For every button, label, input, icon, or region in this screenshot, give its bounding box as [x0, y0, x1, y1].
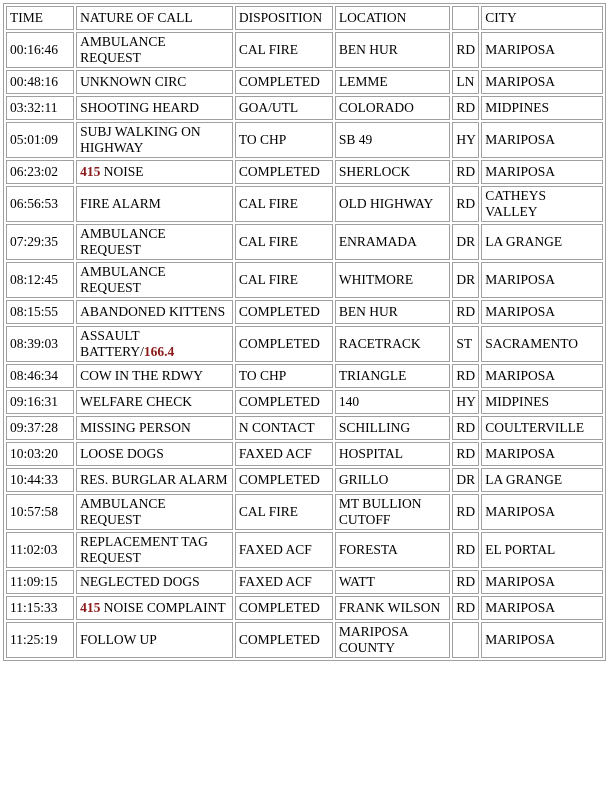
cell-disposition: CAL FIRE	[235, 224, 333, 260]
cell-city: MARIPOSA	[481, 364, 603, 388]
cell-suffix: RD	[452, 570, 479, 594]
cell-location: 140	[335, 390, 451, 414]
table-row	[6, 32, 603, 68]
cell-location: SCHILLING	[335, 416, 451, 440]
cell-nature-of-call	[76, 224, 233, 260]
nature-text: ASSAULT BATTERY/	[80, 328, 144, 359]
cell-city: MARIPOSA	[481, 262, 603, 298]
cell-nature-of-call	[76, 468, 233, 492]
header-location: LOCATION	[335, 6, 451, 30]
nature-text: LOOSE DOGS	[80, 446, 164, 461]
table-row	[6, 622, 603, 658]
cell-nature-of-call	[76, 96, 233, 120]
penal-code: 415	[80, 600, 101, 615]
cell-location: BEN HUR	[335, 300, 451, 324]
cell-disposition: GOA/UTL	[235, 96, 333, 120]
header-suffix	[452, 6, 479, 30]
table-row	[6, 224, 603, 260]
nature-text: UNKNOWN CIRC	[80, 74, 187, 89]
nature-text: MISSING PERSON	[80, 420, 191, 435]
cell-disposition: CAL FIRE	[235, 32, 333, 68]
cell-disposition: COMPLETED	[235, 300, 333, 324]
cell-disposition: N CONTACT	[235, 416, 333, 440]
header-row	[6, 6, 603, 30]
cell-city: SACRAMENTO	[481, 326, 603, 362]
table-row	[6, 532, 603, 568]
cell-suffix: ST	[452, 326, 479, 362]
cell-nature-of-call	[76, 122, 233, 158]
cell-disposition: COMPLETED	[235, 596, 333, 620]
cell-location: FORESTA	[335, 532, 451, 568]
cell-location: LEMME	[335, 70, 451, 94]
cell-suffix: DR	[452, 224, 479, 260]
cell-time: 10:03:20	[6, 442, 74, 466]
nature-text: RES. BURGLAR ALARM	[80, 472, 228, 487]
cell-disposition: FAXED ACF	[235, 442, 333, 466]
cell-nature-of-call	[76, 532, 233, 568]
table-row	[6, 186, 603, 222]
cell-disposition: COMPLETED	[235, 622, 333, 658]
cell-nature-of-call	[76, 364, 233, 388]
table-row	[6, 494, 603, 530]
nature-text: COW IN THE RDWY	[80, 368, 203, 383]
cell-time: 07:29:35	[6, 224, 74, 260]
nature-text: FIRE ALARM	[80, 196, 161, 211]
cell-location: RACETRACK	[335, 326, 451, 362]
nature-text: NOISE	[100, 164, 144, 179]
cell-city: MARIPOSA	[481, 70, 603, 94]
nature-text: AMBULANCE REQUEST	[80, 34, 166, 65]
nature-text: FOLLOW UP	[80, 632, 157, 647]
cell-nature-of-call	[76, 70, 233, 94]
cell-city: MIDPINES	[481, 390, 603, 414]
cell-time: 03:32:11	[6, 96, 74, 120]
cell-nature-of-call	[76, 300, 233, 324]
cell-nature-of-call	[76, 596, 233, 620]
table-row	[6, 468, 603, 492]
header-disposition: DISPOSITION	[235, 6, 333, 30]
nature-text: REPLACEMENT TAG REQUEST	[80, 534, 208, 565]
cell-suffix: LN	[452, 70, 479, 94]
cell-location: WATT	[335, 570, 451, 594]
nature-text: AMBULANCE REQUEST	[80, 496, 166, 527]
cell-time: 11:15:33	[6, 596, 74, 620]
cell-disposition: COMPLETED	[235, 326, 333, 362]
cell-city: LA GRANGE	[481, 468, 603, 492]
cell-disposition: CAL FIRE	[235, 186, 333, 222]
cell-nature-of-call	[76, 262, 233, 298]
cell-time: 10:44:33	[6, 468, 74, 492]
cell-city: MARIPOSA	[481, 442, 603, 466]
cell-suffix: RD	[452, 32, 479, 68]
cell-location: OLD HIGHWAY	[335, 186, 451, 222]
cell-time: 08:15:55	[6, 300, 74, 324]
cell-suffix: RD	[452, 186, 479, 222]
table-row	[6, 416, 603, 440]
nature-text: AMBULANCE REQUEST	[80, 226, 166, 257]
cell-time: 09:37:28	[6, 416, 74, 440]
cell-disposition: CAL FIRE	[235, 262, 333, 298]
cell-city: MIDPINES	[481, 96, 603, 120]
cell-suffix: RD	[452, 364, 479, 388]
nature-text: WELFARE CHECK	[80, 394, 192, 409]
cell-city: MARIPOSA	[481, 300, 603, 324]
cell-disposition: COMPLETED	[235, 70, 333, 94]
cell-time: 08:46:34	[6, 364, 74, 388]
cell-city: MARIPOSA	[481, 622, 603, 658]
cell-city: MARIPOSA	[481, 32, 603, 68]
call-log-table	[3, 3, 606, 661]
cell-city: MARIPOSA	[481, 494, 603, 530]
cell-suffix: DR	[452, 468, 479, 492]
table-row	[6, 390, 603, 414]
cell-time: 00:48:16	[6, 70, 74, 94]
cell-suffix: RD	[452, 494, 479, 530]
cell-disposition: FAXED ACF	[235, 570, 333, 594]
cell-disposition: COMPLETED	[235, 468, 333, 492]
cell-city: COULTERVILLE	[481, 416, 603, 440]
table-row	[6, 70, 603, 94]
cell-time: 06:23:02	[6, 160, 74, 184]
header-time: TIME	[6, 6, 74, 30]
cell-city: MARIPOSA	[481, 570, 603, 594]
cell-suffix: DR	[452, 262, 479, 298]
table-row	[6, 262, 603, 298]
cell-location: SHERLOCK	[335, 160, 451, 184]
nature-text: ABANDONED KITTENS	[80, 304, 226, 319]
cell-time: 08:12:45	[6, 262, 74, 298]
cell-suffix: HY	[452, 122, 479, 158]
cell-location: ENRAMADA	[335, 224, 451, 260]
cell-nature-of-call	[76, 32, 233, 68]
nature-text: AMBULANCE REQUEST	[80, 264, 166, 295]
cell-time: 11:09:15	[6, 570, 74, 594]
nature-text: NOISE COMPLAINT	[100, 600, 226, 615]
cell-time: 10:57:58	[6, 494, 74, 530]
table-row	[6, 300, 603, 324]
cell-location: TRIANGLE	[335, 364, 451, 388]
penal-code: 166.4	[143, 344, 175, 359]
cell-time: 08:39:03	[6, 326, 74, 362]
cell-suffix: RD	[452, 96, 479, 120]
cell-nature-of-call	[76, 622, 233, 658]
table-row	[6, 570, 603, 594]
cell-time: 06:56:53	[6, 186, 74, 222]
cell-nature-of-call	[76, 494, 233, 530]
cell-time: 11:25:19	[6, 622, 74, 658]
table-row	[6, 160, 603, 184]
cell-suffix: RD	[452, 300, 479, 324]
penal-code: 415	[80, 164, 101, 179]
cell-suffix: RD	[452, 160, 479, 184]
header-nature-of-call: NATURE OF CALL	[76, 6, 233, 30]
cell-disposition: COMPLETED	[235, 390, 333, 414]
cell-city: MARIPOSA	[481, 160, 603, 184]
cell-location: FRANK WILSON	[335, 596, 451, 620]
header-city: CITY	[481, 6, 603, 30]
table-row	[6, 96, 603, 120]
table-row	[6, 596, 603, 620]
cell-location: HOSPITAL	[335, 442, 451, 466]
cell-location: SB 49	[335, 122, 451, 158]
cell-nature-of-call	[76, 416, 233, 440]
nature-text: NEGLECTED DOGS	[80, 574, 200, 589]
cell-disposition: TO CHP	[235, 122, 333, 158]
cell-disposition: CAL FIRE	[235, 494, 333, 530]
cell-nature-of-call	[76, 390, 233, 414]
cell-nature-of-call	[76, 570, 233, 594]
cell-time: 00:16:46	[6, 32, 74, 68]
cell-nature-of-call	[76, 160, 233, 184]
cell-disposition: TO CHP	[235, 364, 333, 388]
cell-city: MARIPOSA	[481, 596, 603, 620]
cell-suffix: RD	[452, 596, 479, 620]
cell-disposition: COMPLETED	[235, 160, 333, 184]
cell-location: MARIPOSA COUNTY	[335, 622, 451, 658]
cell-suffix: RD	[452, 416, 479, 440]
cell-time: 11:02:03	[6, 532, 74, 568]
cell-nature-of-call	[76, 442, 233, 466]
table-row	[6, 442, 603, 466]
cell-suffix	[452, 622, 479, 658]
cell-nature-of-call	[76, 326, 233, 362]
cell-city: LA GRANGE	[481, 224, 603, 260]
cell-suffix: HY	[452, 390, 479, 414]
cell-suffix: RD	[452, 532, 479, 568]
cell-city: EL PORTAL	[481, 532, 603, 568]
cell-location: WHITMORE	[335, 262, 451, 298]
cell-location: COLORADO	[335, 96, 451, 120]
table-row	[6, 326, 603, 362]
cell-city: CATHEYS VALLEY	[481, 186, 603, 222]
cell-time: 05:01:09	[6, 122, 74, 158]
cell-location: BEN HUR	[335, 32, 451, 68]
cell-nature-of-call	[76, 186, 233, 222]
cell-disposition: FAXED ACF	[235, 532, 333, 568]
nature-text: SHOOTING HEARD	[80, 100, 199, 115]
cell-time: 09:16:31	[6, 390, 74, 414]
cell-city: MARIPOSA	[481, 122, 603, 158]
table-row	[6, 122, 603, 158]
table-row	[6, 364, 603, 388]
cell-location: GRILLO	[335, 468, 451, 492]
cell-suffix: RD	[452, 442, 479, 466]
cell-location: MT BULLION CUTOFF	[335, 494, 451, 530]
nature-text: SUBJ WALKING ON HIGHWAY	[80, 124, 201, 155]
